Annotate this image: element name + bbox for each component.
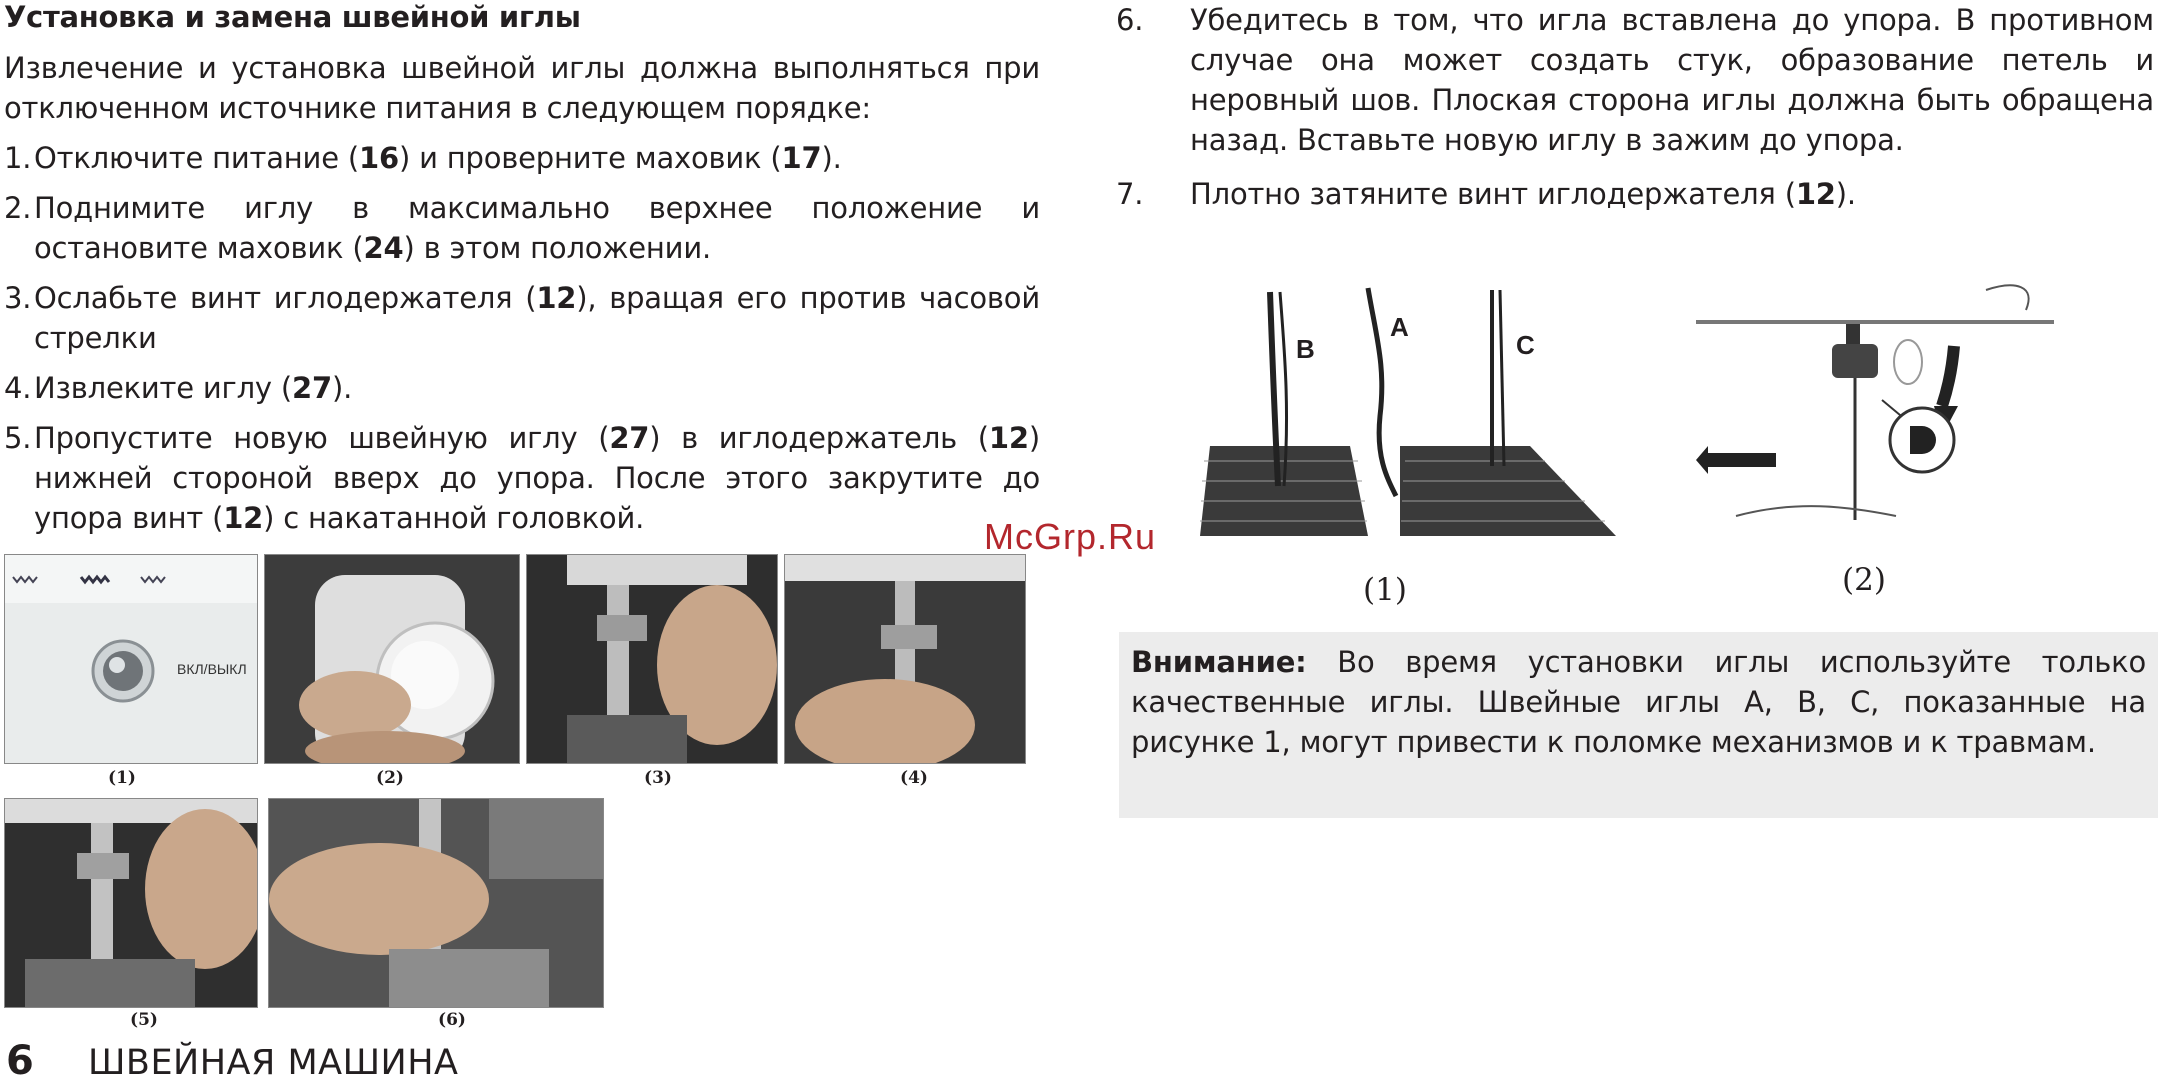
attention-text [1131, 642, 2146, 762]
right-text-column [1116, 0, 2154, 228]
step-number: 6. [1116, 3, 1144, 37]
photo-6-tighten-screw [268, 798, 604, 1008]
step-text: ) и проверните маховик ( [398, 141, 782, 175]
steps-list-right [1116, 0, 2154, 214]
step-text: Ослабьте винт иглодержателя ( [34, 281, 537, 315]
part-reference-number: 12 [1795, 177, 1836, 211]
step-3 [4, 278, 1040, 358]
footer-title: ШВЕЙНАЯ МАШИНА [88, 1043, 459, 1083]
section-heading: Установка и замена швейной иглы [4, 0, 581, 34]
left-text-column [4, 48, 1040, 548]
part-reference-number: 27 [609, 421, 650, 455]
attention-note [1119, 632, 2158, 818]
step-text: ) с накатанной головкой. [263, 501, 645, 535]
needle-label-a: A [1390, 312, 1409, 342]
step-number: 2. [4, 191, 32, 225]
photo-3-needle-clamp [526, 554, 778, 764]
step-text: Плотно затяните винт иглодержателя ( [1190, 177, 1796, 211]
step-text: ). [1835, 177, 1856, 211]
photo-4-remove-needle [784, 554, 1026, 764]
step-text: Пропустите новую швейную иглу ( [34, 421, 610, 455]
part-reference-number: 12 [536, 281, 577, 315]
step-text: ). [331, 371, 353, 405]
intro-paragraph: Извлечение и установка швейной иглы должна выполняться при отключенном источнике питания в следующем порядке: [4, 51, 1040, 125]
photo-caption: (1) [108, 768, 136, 788]
step-text: ) в этом положении. [403, 231, 711, 265]
photo-caption: (6) [438, 1010, 466, 1030]
step-4 [4, 368, 1040, 408]
step-text: ). [821, 141, 842, 175]
needle-label-b: B [1296, 334, 1315, 364]
page-number: 6 [6, 1038, 34, 1084]
photo-caption: (2) [376, 768, 404, 788]
photo-caption: (4) [900, 768, 928, 788]
step-text: ) нижней стороной вверх до упора. После этого закрутите до упора винт ( [34, 421, 1040, 535]
part-reference-number: 12 [988, 421, 1029, 455]
step-text: Поднимите иглу в максимально верхнее положение и остановите маховик ( [34, 191, 1040, 265]
needle-label-c: C [1516, 330, 1535, 360]
step-number: 1. [4, 141, 32, 175]
photo-5-insert-needle [4, 798, 258, 1008]
step-text: Извлеките иглу ( [34, 371, 293, 405]
step-right-2 [1116, 174, 2154, 214]
step-1 [4, 138, 1040, 178]
power-button-label: ВКЛ/ВЫКЛ [177, 661, 247, 677]
photo-2-handwheel [264, 554, 520, 764]
photo-caption: (3) [644, 768, 672, 788]
photo-caption: (5) [130, 1010, 158, 1030]
part-reference-number: 16 [358, 141, 399, 175]
part-reference-number: 12 [223, 501, 264, 535]
step-number: 3. [4, 281, 32, 315]
step-5 [4, 418, 1040, 538]
attention-label: Внимание: [1131, 645, 1307, 679]
part-reference-number: 17 [781, 141, 822, 175]
diagram-needle-clamp [1696, 270, 2054, 532]
step-text: Убедитесь в том, что игла вставлена до упора. В противном случае она может создать стук, образование петель и неровный шов. Плоская сторона иглы должна быть обращена назад. Вставьте новую иглу в зажим до упора. [1190, 3, 2154, 157]
part-reference-number: 27 [292, 371, 332, 405]
diagram-caption: (1) [1363, 572, 1407, 608]
step-number: 4. [4, 371, 32, 405]
watermark: McGrp.Ru [984, 516, 1157, 557]
attention-body: Во время установки иглы используйте только качественные иглы. Швейные иглы A, B, C, показанные на рисунке 1, могут привести к поломке механизмов и к травмам. [1131, 645, 2146, 759]
step-text: Отключите питание ( [34, 141, 359, 175]
photo-1-power-switch [4, 554, 258, 764]
step-number: 7. [1116, 177, 1144, 211]
diagram-caption: (2) [1842, 562, 1886, 598]
step-text: ), вращая его против часовой стрелки [34, 281, 1040, 355]
diagram-needle-types [1200, 286, 1616, 542]
step-text: ) в иглодержатель ( [649, 421, 989, 455]
steps-list-left [4, 138, 1040, 538]
step-right-1 [1116, 0, 2154, 160]
part-reference-number: 24 [363, 231, 404, 265]
step-number: 5. [4, 421, 32, 455]
step-2 [4, 188, 1040, 268]
